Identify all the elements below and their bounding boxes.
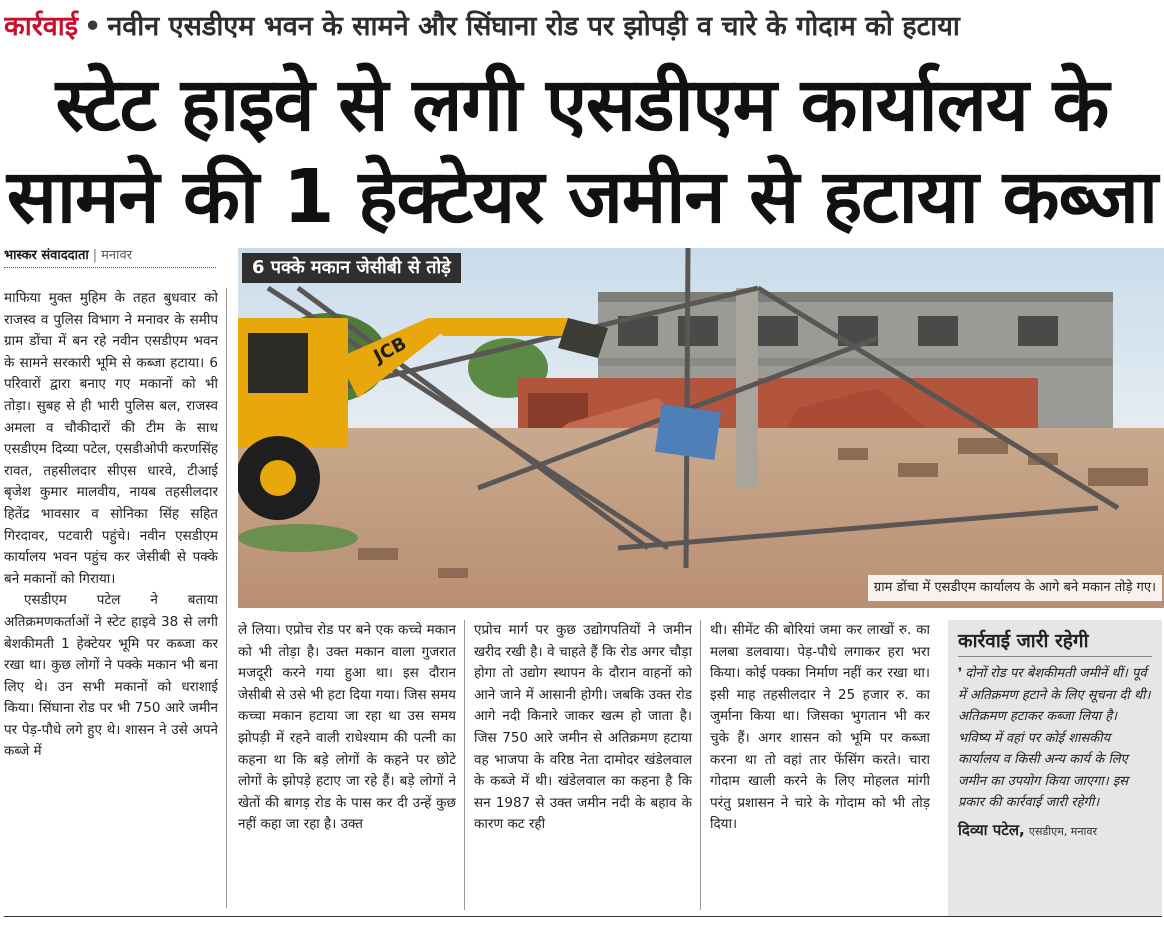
article-column-4 bbox=[710, 620, 930, 910]
news-photo bbox=[238, 248, 1164, 608]
kicker-bullet: • bbox=[84, 11, 102, 42]
sidebar-quote bbox=[958, 663, 1152, 814]
byline bbox=[4, 245, 216, 268]
photo-illustration bbox=[238, 248, 1164, 608]
kicker-line bbox=[4, 2, 1160, 52]
article-paragraph: माफिया मुक्त मुहिम के तहत बुधवार को राजस्व व पुलिस विभाग ने मनावर के समीप ग्राम डोंचा में बन रहे नवीन एसडीएम भवन के सामने सरकारी भूमि से कब्जा हटाया। 6 परिवारों द्वारा बनाए गए मकानों को भी तोड़ा। सुबह से ही भारी पुलिस बल, राजस्व अमला व चौकीदारों की टीम के साथ एसडीएम दिव्या पटेल, एसडीओपी करणसिंह रावत, तहसीलदार सीएस धारवे, टीआई बृजेश कुमार मालवीय, नायब तहसीलदार हितेंद्र भावसार व सोनिका सिंह सहित गिरदावर, पटवारी पहुंचे। नवीन एसडीएम कार्यालय भवन पहुंच कर जेसीबी से पक्के बने मकानों को गिराया। bbox=[4, 290, 218, 587]
grass-patch bbox=[238, 524, 358, 552]
headline-line-2: सामने की 1 हेक्टेयर जमीन से हटाया कब्जा bbox=[6, 154, 1158, 240]
sidebar-quote-box bbox=[948, 620, 1162, 916]
article-column-1 bbox=[4, 288, 218, 904]
article-column-3 bbox=[474, 620, 692, 910]
article-paragraph: एप्रोच मार्ग पर कुछ उद्योगपतियों ने जमीन खरीद रखी है। वे चाहते हैं कि रोड अगर चौड़ा होगा तो उद्योग स्थापन के दौरान वाहनों को आने जाने में आसानी होगी। जबकि उक्त रोड आगे नदी किनारे जाकर खत्म हो जाता है। जिस 750 आरे जमीन से अतिक्रमण हटाया वह भाजपा के वरिष्ठ नेता दामोदर खंडेलवाल के कब्जे में थी। खंडेलवाल का कहना है कि सन 1987 से उक्त जमीन नदी के बहाव के कारण कट रही bbox=[474, 622, 692, 833]
kicker-text: नवीन एसडीएम भवन के सामने और सिंघाना रोड पर झोपड़ी व चारे के गोदाम को हटाया bbox=[107, 11, 960, 42]
article-paragraph: एसडीएम पटेल ने बताया अतिक्रमणकर्ताओं ने स्टेट हाइवे 38 से लगी बेशकीमती 1 हेक्टेयर भूमि पर कब्जा कर रखा था। कुछ लोगों ने पक्के मकान भी बना लिए थे। उन सभी मकानों को धराशाई किया। सिंघाना रोड पर भी 750 आरे जमीन पर पेड़-पौधे लगे हुए थे। शासन ने उसे अपने कब्जे में bbox=[4, 592, 218, 760]
jcb-logo: JCB bbox=[370, 333, 411, 368]
article-paragraph: थी। सीमेंट की बोरियां जमा कर लाखों रु. का मलबा डलवाया। पेड़-पौधे लगाकर हरा भरा किया। कोई पक्का निर्माण नहीं कर रखा था। इसी माह तहसीलदार ने 25 हजार रु. का जुर्माना किया था। जिसका भुगतान भी कर चुके हैं। अगर शासन को भूमि पर कब्जा करना था तो वहां तार फेंसिंग करते। चारा गोदाम खाली करने के लिए मोहलत मांगी परंतु प्रशासन ने चारे के गोदाम को भी तोड़ दिया। bbox=[710, 622, 930, 833]
column-divider bbox=[700, 620, 701, 910]
byline-place: मनावर bbox=[101, 248, 133, 263]
sidebar-quote-text: दोनों रोड पर बेशकीमती जमीनें थीं। पूर्व में अतिक्रमण हटाने के लिए सूचना दी थी। अतिक्रमण हटाकर कब्जा लिया है। भविष्य में वहां पर कोई शासकीय कार्यालय व किसी अन्य कार्य के लिए जमीन का उपयोग किया जाएगा। इस प्रकार की कार्रवाई जारी रहेगी। bbox=[958, 666, 1151, 810]
photo-tag: 6 पक्के मकान जेसीबी से तोड़े bbox=[242, 253, 461, 283]
bottom-rule bbox=[4, 916, 1162, 917]
article-column-2 bbox=[238, 620, 456, 910]
headline-line-1: स्टेट हाइवे से लगी एसडीएम कार्यालय के bbox=[55, 62, 1109, 148]
byline-reporter: भास्कर संवाददाता bbox=[4, 248, 89, 263]
byline-separator: | bbox=[92, 248, 98, 263]
sidebar-attribution bbox=[958, 820, 1152, 842]
attribution-designation: एसडीएम, मनावर bbox=[1028, 824, 1097, 838]
quote-mark-icon: ❜ bbox=[958, 666, 963, 681]
kicker-tag: कार्रवाई bbox=[4, 11, 79, 42]
article-paragraph: ले लिया। एप्रोच रोड पर बने एक कच्चे मकान को भी तोड़ा है। उक्त मकान वाला गुजरात मजदूरी करने गया हुआ था। इस दौरान जेसीबी से उसे भी हटा दिया गया। जिस समय कच्चा मकान हटाया जा रहा था उस समय झोपड़ी में रहने वाली राधेश्याम की पत्नी का कहना था कि बड़े लोगों के कहने पर छोटे लोगों के झोपड़े हटाए जा रहे हैं। बड़े लोगों ने खेतों की बागड़ रोड के पास कर दी उन्हें कुछ नहीं कहा जा रहा है। उक्त bbox=[238, 622, 456, 833]
sidebar-title: कार्रवाई जारी रहेगी bbox=[958, 626, 1152, 657]
signboard bbox=[655, 404, 721, 460]
attribution-name: दिव्या पटेल, bbox=[958, 820, 1025, 839]
column-divider bbox=[464, 620, 465, 910]
photo-caption: ग्राम डोंचा में एसडीएम कार्यालय के आगे बने मकान तोड़े गए। bbox=[868, 575, 1162, 601]
column-divider bbox=[226, 288, 227, 908]
